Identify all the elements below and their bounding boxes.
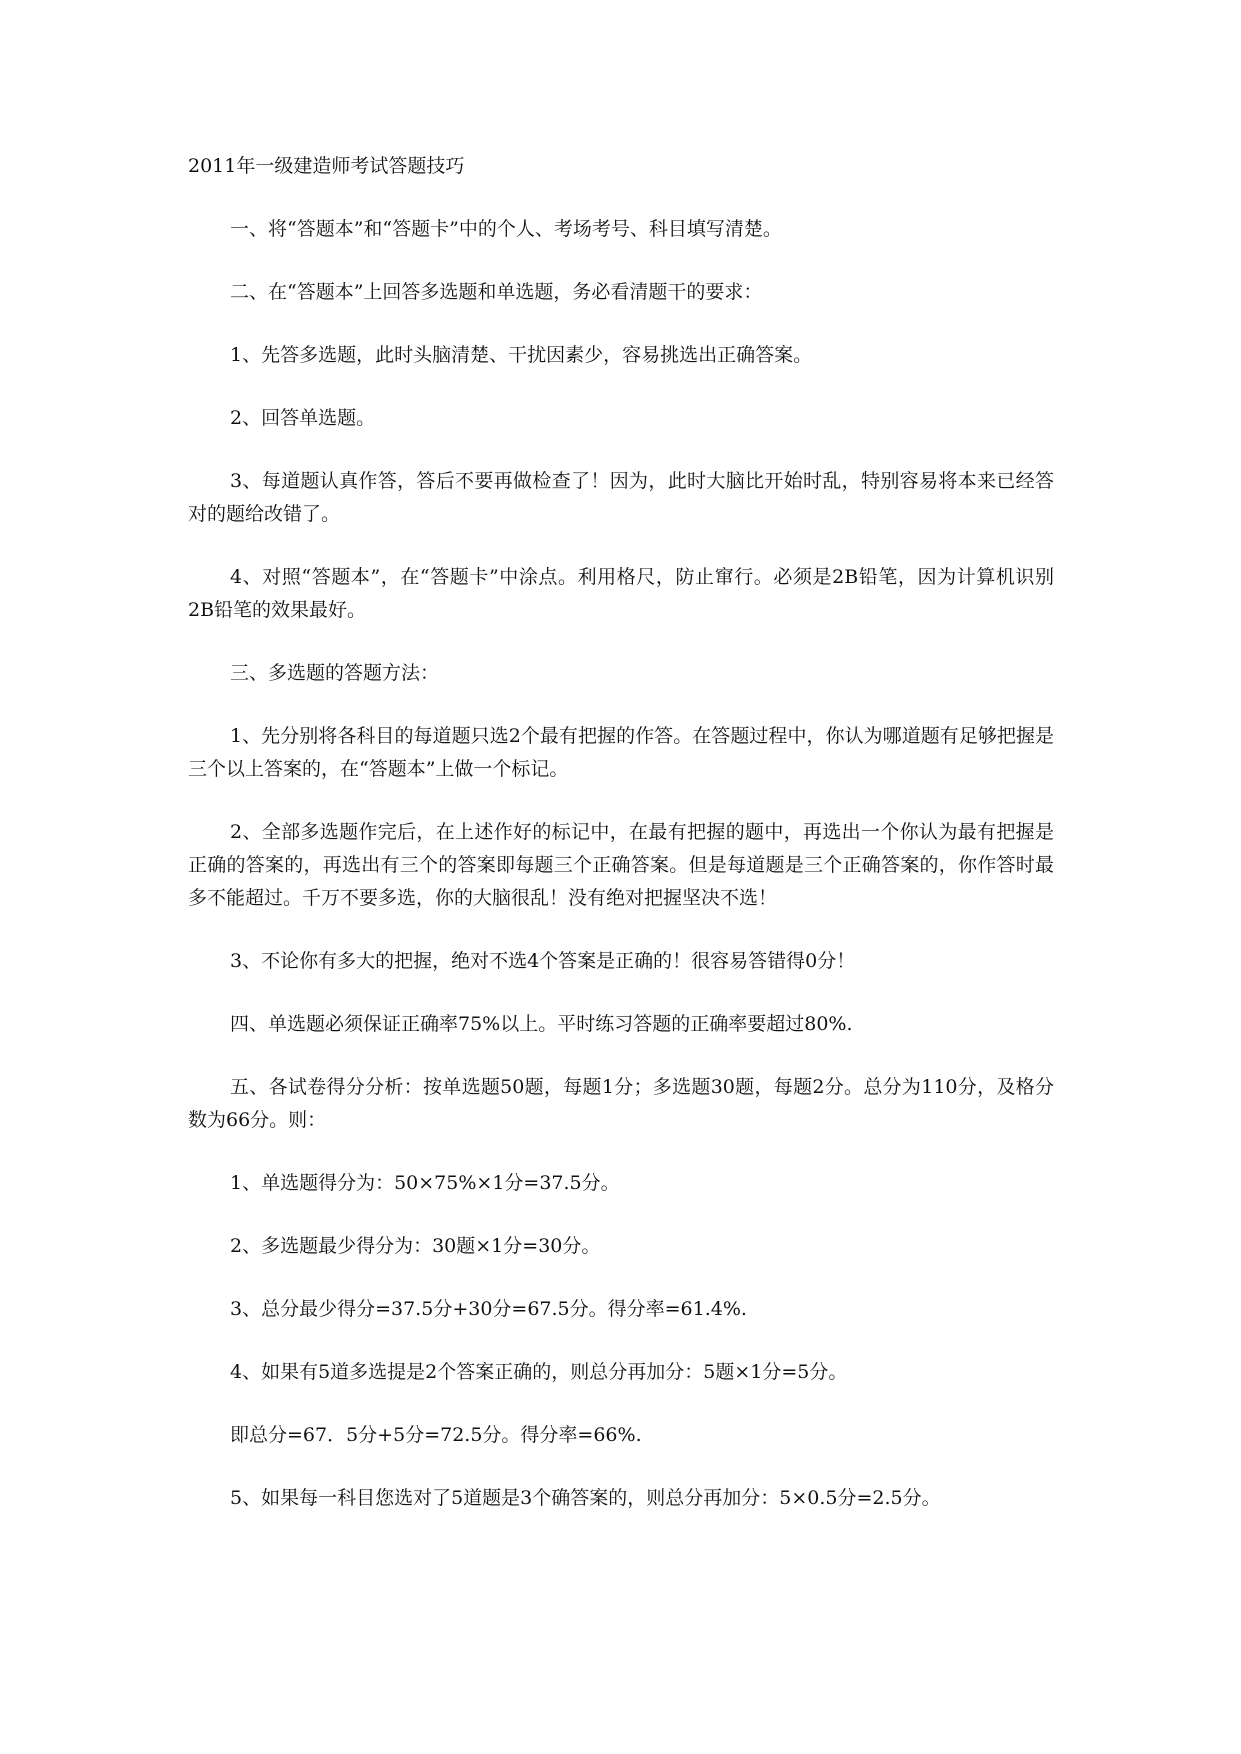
paragraph-9: 2、全部多选题作完后，在上述作好的标记中，在最有把握的题中，再选出一个你认为最有把握是正确的答案的，再选出有三个的答案即每题三个正确答案。但是每道题是三个正确答案的，你作答时最多不能超过。千万不要多选，你的大脑很乱！没有绝对把握坚决不选！	[188, 821, 1054, 909]
paragraph-8: 1、先分别将各科目的每道题只选2个最有把握的作答。在答题过程中，你认为哪道题有足够把握是三个以上答案的，在“答题本”上做一个标记。	[188, 725, 1054, 780]
paragraph-1: 一、将“答题本”和“答题卡”中的个人、考场考号、科目填写清楚。	[230, 218, 782, 240]
paragraph-11: 四、单选题必须保证正确率75%以上。平时练习答题的正确率要超过80%.	[230, 1013, 853, 1035]
document-body	[188, 150, 1054, 1545]
document-title: 2011年一级建造师考试答题技巧	[188, 155, 465, 177]
paragraph-15: 3、总分最少得分=37.5分+30分=67.5分。得分率=61.4%.	[230, 1298, 747, 1320]
paragraph-17: 即总分=67．5分+5分=72.5分。得分率=66%.	[230, 1424, 642, 1446]
paragraph-3: 1、先答多选题，此时头脑清楚、干扰因素少，容易挑选出正确答案。	[230, 344, 813, 366]
paragraph-16: 4、如果有5道多选提是2个答案正确的，则总分再加分：5题×1分=5分。	[230, 1361, 848, 1383]
paragraph-6: 4、对照“答题本”，在“答题卡”中涂点。利用格尺，防止窜行。必须是2B铅笔，因为计算机识别2B铅笔的效果最好。	[188, 566, 1054, 621]
paragraph-12: 五、各试卷得分分析：按单选题50题，每题1分；多选题30题，每题2分。总分为110分，及格分数为66分。则：	[188, 1076, 1054, 1131]
paragraph-5: 3、每道题认真作答，答后不要再做检查了！因为，此时大脑比开始时乱，特别容易将本来已经答对的题给改错了。	[188, 470, 1054, 525]
paragraph-14: 2、多选题最少得分为：30题×1分=30分。	[230, 1235, 601, 1257]
paragraph-13: 1、单选题得分为：50×75%×1分=37.5分。	[230, 1172, 620, 1194]
paragraph-2: 二、在“答题本”上回答多选题和单选题，务必看清题干的要求：	[230, 281, 763, 303]
paragraph-4: 2、回答单选题。	[230, 407, 376, 429]
paragraph-7: 三、多选题的答题方法：	[230, 662, 440, 684]
paragraph-10: 3、不论你有多大的把握，绝对不选4个答案是正确的！很容易答错得0分！	[230, 950, 856, 972]
paragraph-18: 5、如果每一科目您选对了5道题是3个确答案的，则总分再加分：5×0.5分=2.5分。	[230, 1487, 941, 1509]
